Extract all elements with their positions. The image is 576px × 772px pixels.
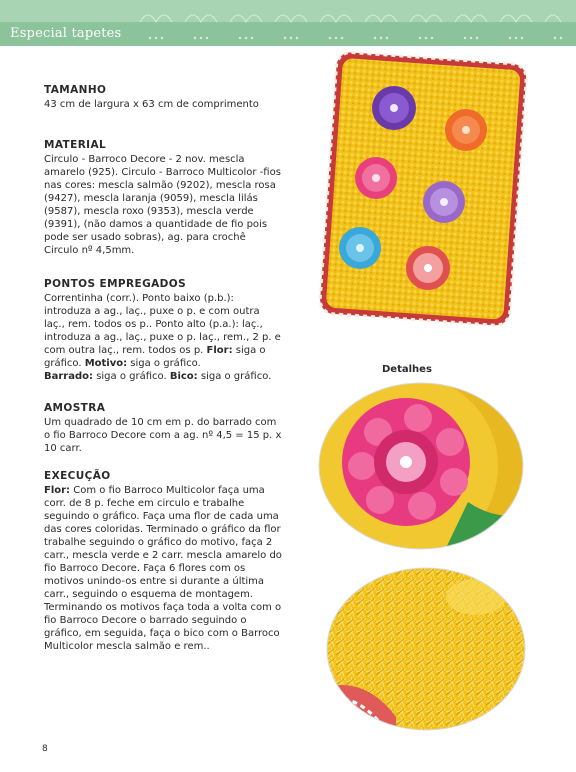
heading-execucao: EXECUÇÃO	[44, 470, 111, 482]
page-header	[0, 0, 576, 46]
label-flor: Flor:	[206, 345, 233, 356]
text-execucao	[44, 484, 282, 653]
execucao-body: Com o fio Barroco Multicolor faça uma corr. de 8 p. feche em circulo e trabalhe seguindo o gráfico. Faça uma flor de cada uma das cores coloridas. Terminado o gráfico da flor trabalhe seguindo o gráfico do motivo, faça 2 carr., mescla verde e 2 carr. mescla amarelo do fio Barroco Decore. Faça 6 flores com os motivos unindo-os entre si durante a última carr., seguindo o esquema de montagem. Terminando os motivos faça toda a volta com o fio Barroco Decore o barrado seguindo o gráfico, em seguida, faça o bico com o Barroco Multicolor mescla salmão e rem..	[44, 485, 282, 652]
text-motivo: siga o gráfico.	[127, 358, 201, 369]
section-execucao	[44, 470, 282, 653]
text-bico: siga o gráfico.	[197, 371, 272, 382]
text-material: Circulo - Barroco Decore - 2 nov. mescla amarelo (925). Circulo - Barroco Multicolor -fios nas cores: mescla salmão (9202), mescla rosa (9427), mescla laranja (9059), mescla lilás (9587), mescla roxo (9353), mescla verde (9391), (não damos a quantidade de fio pois pode ser usado sobras), ag. para crochê Circulo nº 4,5mm.	[44, 154, 281, 256]
text-tamanho: 43 cm de largura x 63 cm de comprimento	[44, 99, 259, 110]
heading-material: MATERIAL	[44, 139, 107, 151]
detail-photo-yarn	[326, 567, 526, 731]
rug-photo	[318, 50, 532, 332]
header-ornament-pattern	[130, 2, 576, 44]
details-label: Detalhes	[382, 364, 432, 375]
text-barrado: siga o gráfico.	[93, 371, 170, 382]
label-barrado: Barrado:	[44, 371, 94, 382]
section-pontos	[44, 278, 282, 383]
heading-amostra: AMOSTRA	[44, 402, 106, 414]
label-motivo: Motivo:	[84, 358, 128, 369]
text-pontos	[44, 292, 282, 383]
section-title: Especial tapetes	[10, 26, 122, 41]
section-amostra	[44, 402, 282, 455]
page-number: 8	[42, 744, 48, 754]
label-bico: Bico:	[169, 371, 198, 382]
text-flor: siga o gráfico.	[44, 345, 266, 369]
pontos-body: Correntinha (corr.). Ponto baixo (p.b.): introduza a ag., laç., puxe o p. e com outra laç., rem. todos os p.. Ponto alto (p.a.): laç., introduza a ag., laç., puxe o p. laç., rem., 2 p. e com outra laç., rem. todos os p.	[44, 293, 281, 356]
label-flor-execucao: Flor:	[44, 485, 71, 496]
text-amostra: Um quadrado de 10 cm em p. do barrado com o fio Barroco Decore com a ag. nº 4,5 = 15 p. x 10 carr.	[44, 417, 282, 454]
section-material	[44, 139, 282, 257]
heading-tamanho: TAMANHO	[44, 84, 107, 96]
heading-pontos: PONTOS EMPREGADOS	[44, 278, 187, 290]
section-tamanho	[44, 84, 282, 111]
detail-photo-flower	[318, 382, 524, 550]
